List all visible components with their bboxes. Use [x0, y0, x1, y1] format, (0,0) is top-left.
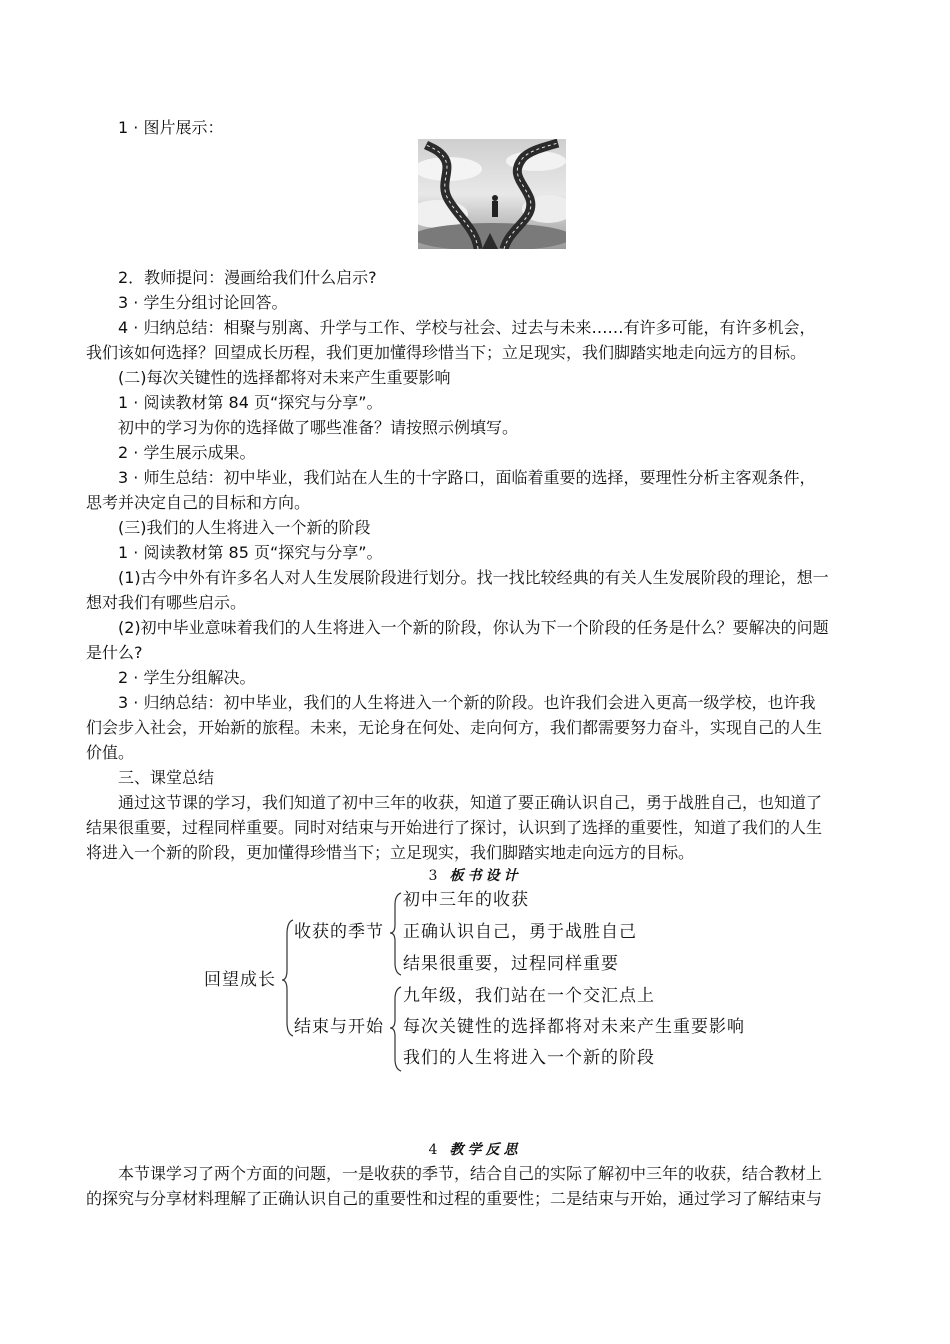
text-line: 将进入一个新的阶段，更加懂得珍惜当下；立足现实，我们脚踏实地走向远方的目标。	[86, 843, 695, 862]
board-item: 九年级，我们站在一个交汇点上	[403, 986, 655, 1006]
board-item: 结果很重要，过程同样重要	[403, 954, 619, 974]
board-item: 初中三年的收获	[403, 890, 529, 910]
text-line: 2 · 学生分组解决。	[118, 668, 256, 687]
text-line: 2．教师提问：漫画给我们什么启示?	[118, 268, 377, 287]
end-start-brace	[389, 983, 403, 1075]
board-item: 我们的人生将进入一个新的阶段	[403, 1048, 655, 1068]
branch-end-start-label: 结束与开始	[294, 1017, 384, 1037]
text-line: 本节课学习了两个方面的问题，一是收获的季节，结合自己的实际了解初中三年的收获，结合教材上	[118, 1164, 823, 1183]
heading-title: 教学反思	[449, 1142, 522, 1158]
board-root: 回望成长	[204, 970, 276, 990]
text-line: 2 · 学生展示成果。	[118, 443, 256, 462]
reflection-heading	[0, 1140, 950, 1160]
text-line: (1)古今中外有许多名人对人生发展阶段进行划分。找一找比较经典的有关人生发展阶段的理论，想一	[118, 568, 829, 587]
text-line: 想对我们有哪些启示。	[86, 593, 247, 612]
root-brace	[281, 900, 295, 1076]
person-head	[492, 195, 498, 201]
text-line: (2)初中毕业意味着我们的人生将进入一个新的阶段，你认为下一个阶段的任务是什么？要解决的问题	[118, 618, 829, 637]
branch-harvest-label: 收获的季节	[294, 922, 384, 942]
subheading: (三)我们的人生将进入一个新的阶段	[118, 518, 371, 537]
heading-number: 3	[428, 868, 438, 884]
text-line: 1 · 阅读教材第 84 页“探究与分享”。	[118, 393, 383, 412]
text-line: 4 · 归纳总结：相聚与别离、升学与工作、学校与社会、过去与未来……有许多可能，有许多机会，	[118, 318, 816, 337]
text-line: 价值。	[86, 743, 135, 762]
picture-intro: 1 · 图片展示：	[118, 118, 224, 137]
winding-roads-illustration	[418, 139, 566, 249]
text-line: 是什么?	[86, 643, 143, 662]
person-figure	[492, 201, 498, 217]
text-line: 通过这节课的学习，我们知道了初中三年的收获，知道了要正确认识自己，勇于战胜自己，也知道了	[118, 793, 823, 812]
board-item: 正确认识自己，勇于战胜自己	[403, 922, 637, 942]
text-line: 1 · 阅读教材第 85 页“探究与分享”。	[118, 543, 383, 562]
board-item: 每次关键性的选择都将对未来产生重要影响	[403, 1017, 745, 1037]
heading-number: 4	[428, 1142, 438, 1158]
subheading: (二)每次关键性的选择都将对未来产生重要影响	[118, 368, 451, 387]
text-line: 3 · 归纳总结：初中毕业，我们的人生将进入一个新的阶段。也许我们会进入更高一级学校，也许我	[118, 693, 816, 712]
text-line: 初中的学习为你的选择做了哪些准备？请按照示例填写。	[118, 418, 519, 437]
heading-title: 板书设计	[449, 868, 522, 884]
text-line: 结果很重要，过程同样重要。同时对结束与开始进行了探讨，认识到了选择的重要性，知道了我们的人生	[86, 818, 823, 837]
text-line: 3 · 师生总结：初中毕业，我们站在人生的十字路口，面临着重要的选择，要理性分析主客观条件，	[118, 468, 816, 487]
text-line: 思考并决定自己的目标和方向。	[86, 493, 311, 512]
board-design-heading	[0, 866, 950, 886]
text-line: 3 · 学生分组讨论回答。	[118, 293, 288, 312]
text-line: 们会步入社会，开始新的旅程。未来，无论身在何处、走向何方，我们都需要努力奋斗，实现自己的人生	[86, 718, 823, 737]
section-heading: 三、课堂总结	[118, 768, 215, 787]
harvest-brace	[389, 889, 403, 979]
text-line: 的探究与分享材料理解了正确认识自己的重要性和过程的重要性；二是结束与开始，通过学习了解结束与	[86, 1189, 823, 1208]
text-line: 我们该如何选择？回望成长历程，我们更加懂得珍惜当下；立足现实，我们脚踏实地走向远方的目标。	[86, 343, 807, 362]
